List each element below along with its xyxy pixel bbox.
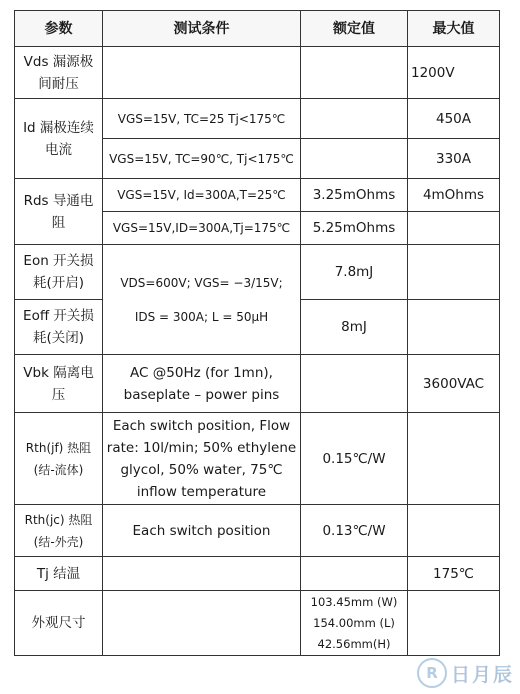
rated-vds [301, 47, 408, 99]
spec-table [14, 10, 500, 656]
param-rthjc: Rth(jc) 热阻(结-外壳) [15, 505, 103, 557]
header-row [15, 11, 500, 47]
dim-width: 103.45mm (W) [310, 594, 398, 609]
param-tj: Tj 结温 [15, 557, 103, 591]
row-rds-1 [15, 179, 500, 212]
max-rthjc [408, 505, 500, 557]
max-eoff [408, 300, 500, 355]
param-rthjf: Rth(jf) 热阻(结-流体) [15, 413, 103, 505]
max-tj: 175℃ [408, 557, 500, 591]
rated-dims [301, 591, 408, 656]
rated-rds-2: 5.25mOhms [301, 212, 408, 245]
row-rthjf [15, 413, 500, 505]
watermark-logo-icon: R [417, 658, 447, 688]
max-rds-2 [408, 212, 500, 245]
watermark-text: 日月辰 [450, 663, 514, 686]
param-eoff: Eoff 开关损耗(关闭) [15, 300, 103, 355]
cond-rthjc: Each switch position [103, 505, 301, 557]
param-vbk: Vbk 隔离电压 [15, 355, 103, 413]
param-id: Id 漏极连续电流 [15, 99, 103, 179]
max-dims [408, 591, 500, 656]
row-tj [15, 557, 500, 591]
param-dims: 外观尺寸 [15, 591, 103, 656]
header-param: 参数 [15, 11, 103, 47]
max-rds-1: 4mOhms [408, 179, 500, 212]
cond-rds-2: VGS=15V,ID=300A,Tj=175℃ [103, 212, 301, 245]
rated-id-2 [301, 139, 408, 179]
header-condition: 测试条件 [103, 11, 301, 47]
param-vds: Vds 漏源极间耐压 [15, 47, 103, 99]
row-dims [15, 591, 500, 656]
max-rthjf [408, 413, 500, 505]
rated-eoff: 8mJ [301, 300, 408, 355]
max-id-1: 450A [408, 99, 500, 139]
rated-id-1 [301, 99, 408, 139]
row-eon [15, 245, 500, 300]
cond-vds [103, 47, 301, 99]
cond-rds-1: VGS=15V, Id=300A,T=25℃ [103, 179, 301, 212]
rated-rthjf: 0.15℃/W [301, 413, 408, 505]
cond-id-2: VGS=15V, TC=90℃, Tj<175℃ [103, 139, 301, 179]
watermark [417, 658, 514, 688]
cond-rthjf: Each switch position, Flow rate: 10l/min; 50% ethylene glycol, 50% water, 75℃ inflow temperature [103, 413, 301, 505]
rated-tj [301, 557, 408, 591]
cond-switching-line1: VDS=600V; VGS= −3/15V; [120, 275, 283, 290]
rated-vbk [301, 355, 408, 413]
header-rated: 额定值 [301, 11, 408, 47]
max-vds: 1200V [408, 47, 500, 99]
param-rds: Rds 导通电阻 [15, 179, 103, 245]
dim-height: 42.56mm(H) [317, 636, 391, 651]
row-vds [15, 47, 500, 99]
rated-rthjc: 0.13℃/W [301, 505, 408, 557]
param-eon: Eon 开关损耗(开启) [15, 245, 103, 300]
cond-vbk: AC @50Hz (for 1mn), baseplate – power pins [103, 355, 301, 413]
dim-length: 154.00mm (L) [313, 615, 395, 630]
rated-rds-1: 3.25mOhms [301, 179, 408, 212]
row-id-1 [15, 99, 500, 139]
max-eon [408, 245, 500, 300]
row-vbk [15, 355, 500, 413]
cond-id-1: VGS=15V, TC=25 Tj<175℃ [103, 99, 301, 139]
max-vbk: 3600VAC [408, 355, 500, 413]
rated-eon: 7.8mJ [301, 245, 408, 300]
cond-switching-line2: IDS = 300A; L = 50μH [134, 309, 269, 324]
max-id-2: 330A [408, 139, 500, 179]
header-max: 最大值 [408, 11, 500, 47]
row-rthjc [15, 505, 500, 557]
cond-switching [103, 245, 301, 355]
cond-tj [103, 557, 301, 591]
cond-dims [103, 591, 301, 656]
